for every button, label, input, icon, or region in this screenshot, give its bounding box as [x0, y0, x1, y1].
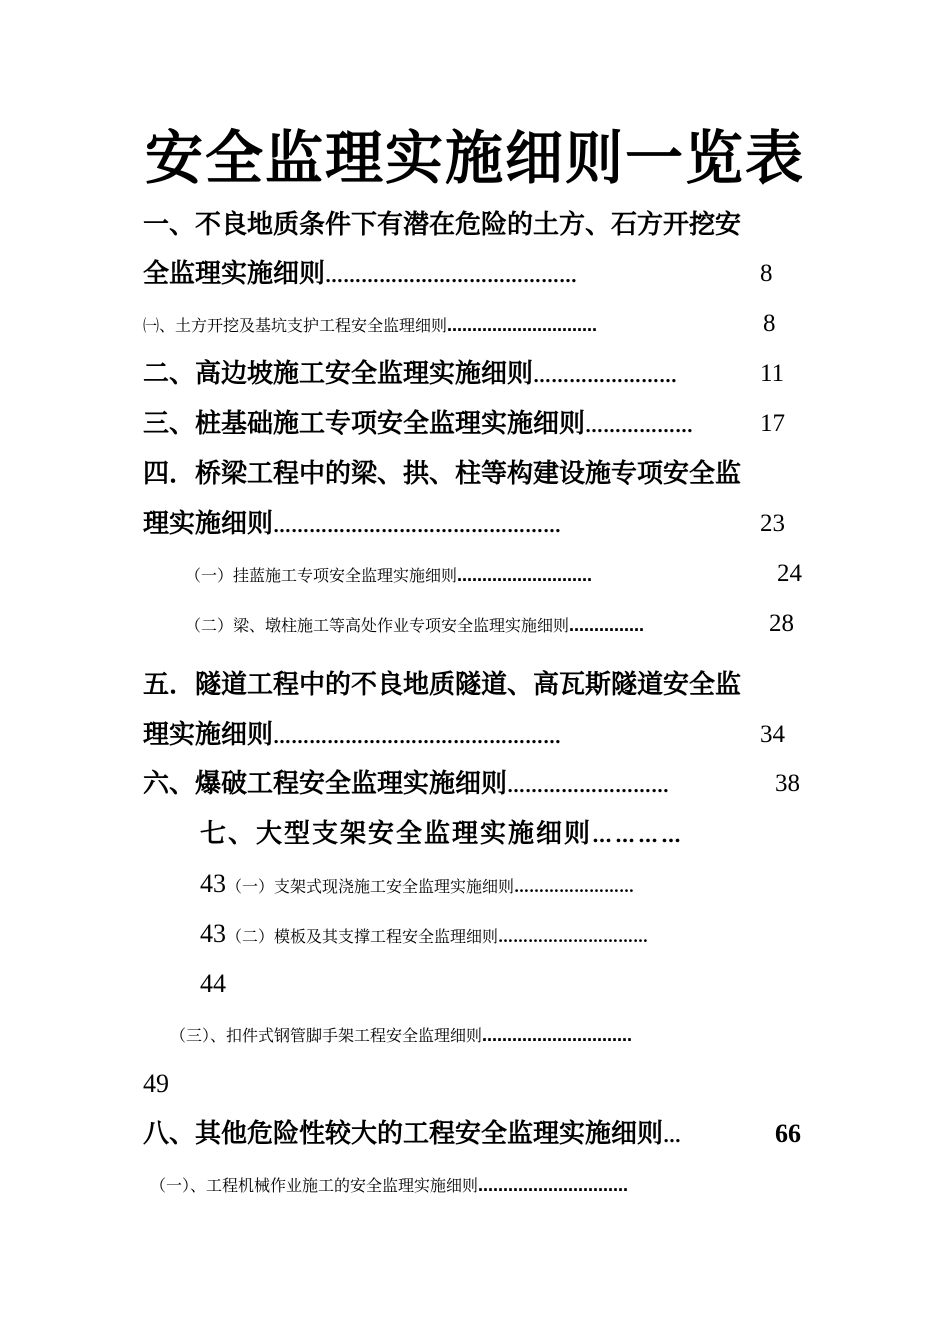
toc-entry-4-1-text: （一）挂蓝施工专项安全监理实施细则 [185, 566, 458, 585]
toc-entry-7-2-page: 44 [200, 969, 226, 998]
toc-entry-4-text: 理实施细则 [143, 509, 274, 539]
toc-entry-3-text: 三、桩基础施工专项安全监理实施细则 [143, 409, 586, 439]
toc-leader-dots: …………………… [533, 366, 678, 387]
toc-entry-7 [200, 814, 684, 855]
toc-leader-dots: …………… [569, 617, 645, 635]
toc-entry-7-3-text: （三）、扣件式钢管脚手架工程安全监理细则 [170, 1026, 483, 1045]
toc-entry-6-text: 六、爆破工程安全监理实施细则 [143, 769, 508, 799]
toc-leader-dots: ………………………… [447, 317, 598, 335]
toc-entry-7-2 [200, 914, 648, 957]
toc-entry-7-3-page: 49 [143, 1069, 169, 1098]
toc-entry-2-text: 二、高边坡施工安全监理实施细则 [143, 359, 534, 389]
toc-leader-dots: ………… [592, 823, 685, 847]
toc-entry-4-2 [185, 606, 644, 646]
toc-entry-4-2-page: 28 [769, 610, 794, 637]
toc-entry-2-page: 11 [760, 360, 785, 387]
toc-entry-5-line2 [143, 715, 561, 758]
toc-entry-1-page: 8 [760, 260, 773, 287]
toc-entry-7-1-text: （一）支架式现浇施工安全监理实施细则 [226, 877, 515, 896]
toc-entry-2 [143, 354, 677, 397]
toc-entry-7-2-text: （二）模板及其支撑工程安全监理细则 [226, 927, 499, 946]
toc-entry-8 [143, 1114, 681, 1157]
toc-leader-dots: ………………………… [498, 928, 649, 946]
toc-entry-5-line1: 五．隧道工程中的不良地质隧道、高瓦斯隧道安全监 [143, 670, 742, 700]
toc-entry-5-text: 理实施细则 [143, 720, 274, 750]
toc-entry-1-text: 全监理实施细则 [143, 259, 326, 289]
toc-leader-dots: ………………………… [478, 1177, 629, 1195]
toc-entry-6 [143, 764, 669, 807]
toc-entry-4-line2 [143, 504, 561, 547]
toc-entry-8-text: 八、其他危险性较大的工程安全监理实施细则 [143, 1119, 664, 1149]
toc-entry-5-page: 34 [760, 721, 785, 748]
toc-entry-7-1 [200, 864, 634, 907]
toc-entry-7-text: 七、大型支架安全监理实施细则 [200, 819, 593, 849]
toc-entry-1-1-text: ㈠、土方开挖及基坑支护工程安全监理细则 [143, 316, 448, 335]
toc-entry-1-1-page: 8 [763, 310, 776, 337]
toc-entry-4-line1: 四．桥梁工程中的梁、拱、柱等构建设施专项安全监 [143, 459, 742, 489]
toc-entry-7-page: 43 [200, 869, 226, 898]
toc-entry-1-line2 [143, 254, 577, 297]
toc-leader-dots: …………………… [514, 878, 635, 896]
toc-leader-dots: ……………………… [457, 567, 593, 585]
toc-entry-7-3 [170, 1016, 632, 1056]
toc-entry-6-page: 38 [775, 770, 800, 797]
toc-entry-8-1-text: （一）、工程机械作业施工的安全监理实施细则 [150, 1176, 479, 1195]
toc-entry-1-1 [143, 306, 597, 346]
toc-entry-8-1 [150, 1166, 628, 1206]
toc-leader-dots: … [663, 1126, 682, 1147]
toc-entry-3-page: 17 [760, 410, 785, 437]
toc-leader-dots: …………………………………… [325, 266, 578, 287]
toc-entry-4-2-text: （二）梁、墩柱施工等高处作业专项安全监理实施细则 [185, 616, 570, 635]
toc-entry-8-page: 66 [775, 1119, 801, 1148]
page-title: 安全监理实施细则一览表 [144, 124, 805, 192]
toc-leader-dots: ……………… [585, 416, 694, 437]
toc-entry-1-line1: 一、不良地质条件下有潜在危险的土方、石方开挖安 [143, 210, 742, 240]
toc-entry-4-1-page: 24 [777, 560, 802, 587]
toc-leader-dots: ………………………… [482, 1027, 633, 1045]
toc-entry-4-1 [185, 556, 592, 596]
toc-entry-7-1-page: 43 [200, 919, 226, 948]
toc-leader-dots: ………………………………………… [273, 727, 562, 748]
toc-leader-dots: ………………………………………… [273, 516, 562, 537]
toc-leader-dots: ……………………… [507, 776, 670, 797]
toc-entry-3 [143, 404, 693, 447]
toc-entry-4-page: 23 [760, 510, 785, 537]
